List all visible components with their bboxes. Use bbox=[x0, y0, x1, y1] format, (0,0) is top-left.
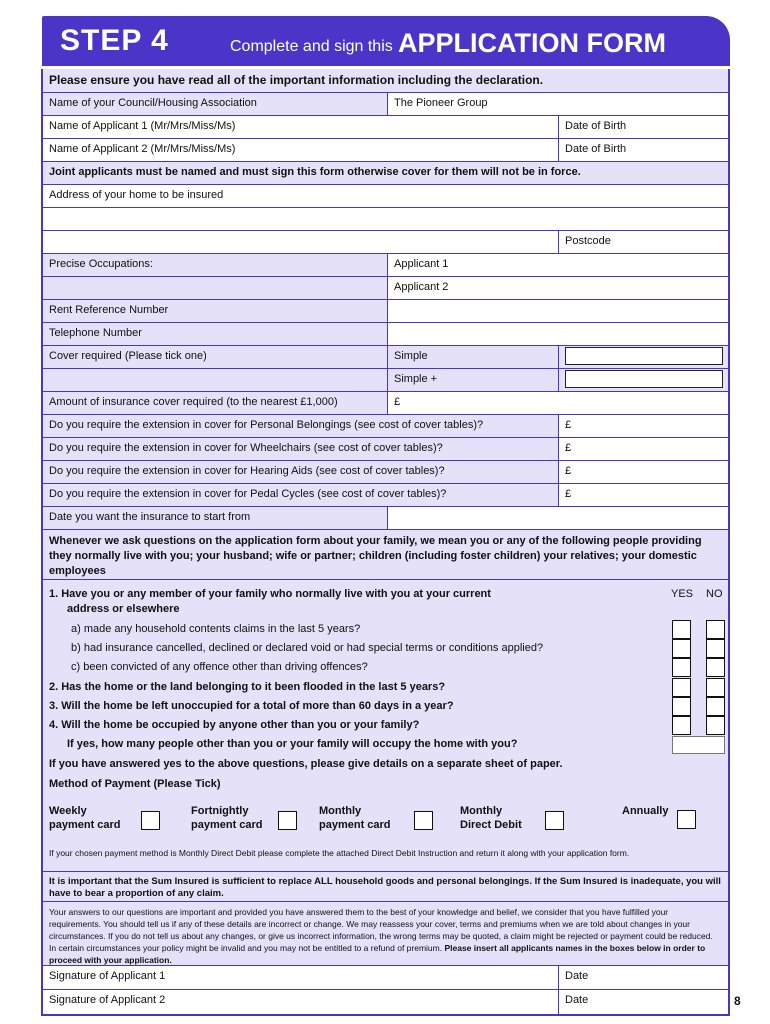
pay-annually-label: Annually bbox=[622, 805, 669, 817]
q1b-yes-checkbox[interactable] bbox=[672, 639, 691, 658]
q1a: a) made any household contents claims in the last 5 years? bbox=[71, 623, 361, 635]
pay-weekly-label: Weekly payment card bbox=[49, 805, 121, 831]
pay-annually-checkbox[interactable] bbox=[677, 810, 696, 829]
council-label: Name of your Council/Housing Association bbox=[43, 93, 387, 115]
q4-followup: If yes, how many people other than you or your family will occupy the home with you? bbox=[67, 738, 518, 750]
start-date-label: Date you want the insurance to start from bbox=[43, 507, 387, 529]
step-banner bbox=[42, 16, 730, 66]
ext-personal-label: Do you require the extension in cover for Personal Belongings (see cost of cover tables)? bbox=[43, 415, 558, 437]
q1b: b) had insurance cancelled, declined or declared void or had special terms or conditions applied? bbox=[71, 642, 544, 654]
telephone-field[interactable] bbox=[387, 323, 728, 345]
applicant2-dob-field[interactable]: Date of Birth bbox=[558, 139, 728, 161]
address-field-1[interactable]: Address of your home to be insured bbox=[43, 185, 728, 207]
pay-fortnightly-label: Fortnightly payment card bbox=[191, 805, 263, 831]
cover-simple-checkbox[interactable] bbox=[565, 347, 723, 365]
q1c-yes-checkbox[interactable] bbox=[672, 658, 691, 677]
telephone-label: Telephone Number bbox=[43, 323, 387, 345]
form-intro: Please ensure you have read all of the important information including the declaration. bbox=[43, 69, 728, 92]
declaration bbox=[43, 901, 728, 965]
joint-note: Joint applicants must be named and must sign this form otherwise cover for them will not be in force. bbox=[43, 162, 728, 184]
q4-no-checkbox[interactable] bbox=[706, 716, 725, 735]
q1a-no-checkbox[interactable] bbox=[706, 620, 725, 639]
pay-dd-label: Monthly Direct Debit bbox=[460, 805, 522, 831]
q1: 1. Have you or any member of your family who normally live with you at your current bbox=[49, 588, 491, 600]
amount-field[interactable]: £ bbox=[387, 392, 728, 414]
q1c: c) been convicted of any offence other than driving offences? bbox=[71, 661, 368, 673]
postcode-field[interactable]: Postcode bbox=[558, 231, 728, 253]
q2-yes-checkbox[interactable] bbox=[672, 678, 691, 697]
payment-heading: Method of Payment (Please Tick) bbox=[49, 778, 221, 790]
signature-applicant1-field[interactable]: Signature of Applicant 1 bbox=[43, 966, 558, 989]
pay-weekly-checkbox[interactable] bbox=[141, 811, 160, 830]
declaration-text: Your answers to our questions are important and provided you have answered them to the best of your knowledge and belief, we consider that you have fulfilled your requirements. You should tell us if any of these details are incorrect or change. We may reassess your cover, terms and premiums when we are told about changes in your circumstances. If you do not tell us about any changes, or give us incorrect information, the wrong terms may be quoted, a claim might be rejected or payment could be reduced. In certain circumstances your policy might be invalid and you may not be entitled to a refund of premium. bbox=[49, 907, 713, 953]
rent-ref-field[interactable] bbox=[387, 300, 728, 322]
occupations-spacer bbox=[43, 277, 387, 299]
signature-applicant1-date-field[interactable]: Date bbox=[558, 966, 728, 989]
q1-cont: address or elsewhere bbox=[67, 603, 180, 615]
occupants-count-field[interactable] bbox=[672, 736, 725, 754]
ext-hearing-label: Do you require the extension in cover for Hearing Aids (see cost of cover tables)? bbox=[43, 461, 558, 483]
ext-wheelchairs-field[interactable]: £ bbox=[558, 438, 728, 460]
start-date-field[interactable] bbox=[387, 507, 728, 529]
banner-title: APPLICATION FORM bbox=[398, 28, 666, 58]
banner-subtitle: Complete and sign this bbox=[230, 38, 393, 55]
ext-pedal-field[interactable]: £ bbox=[558, 484, 728, 506]
pay-monthly-checkbox[interactable] bbox=[414, 811, 433, 830]
occupation-applicant2-field[interactable]: Applicant 2 bbox=[387, 277, 728, 299]
q4-yes-checkbox[interactable] bbox=[672, 716, 691, 735]
dd-note: If your chosen payment method is Monthly Direct Debit please complete the attached Direct Debit Instruction and return it along with your application form. bbox=[49, 848, 630, 858]
address-field-2[interactable] bbox=[43, 208, 728, 230]
signature-applicant2-date-field[interactable]: Date bbox=[558, 990, 728, 1014]
occupation-applicant1-field[interactable]: Applicant 1 bbox=[387, 254, 728, 276]
cover-simple-label: Simple bbox=[387, 346, 558, 368]
q2: 2. Has the home or the land belonging to it been flooded in the last 5 years? bbox=[49, 681, 446, 693]
q3-yes-checkbox[interactable] bbox=[672, 697, 691, 716]
q2-no-checkbox[interactable] bbox=[706, 678, 725, 697]
pay-fortnightly-checkbox[interactable] bbox=[278, 811, 297, 830]
ext-pedal-label: Do you require the extension in cover for Pedal Cycles (see cost of cover tables)? bbox=[43, 484, 558, 506]
family-intro: Whenever we ask questions on the application form about your family, we mean you or any of the following people providing they normally live with you; your husband; wife or partner; children (including foster children) your relatives; your domestic employees bbox=[43, 529, 728, 579]
address-field-3[interactable] bbox=[43, 231, 558, 253]
q4: 4. Will the home be occupied by anyone other than you or your family? bbox=[49, 719, 420, 731]
cover-simple-plus-cell bbox=[558, 369, 728, 391]
amount-label: Amount of insurance cover required (to the nearest £1,000) bbox=[43, 392, 387, 414]
cover-simple-plus-checkbox[interactable] bbox=[565, 370, 723, 388]
step-number: STEP 4 bbox=[60, 24, 169, 57]
cover-simple-cell bbox=[558, 346, 728, 368]
application-form bbox=[41, 69, 730, 1016]
declaration-instruction: Please insert all applicants names in the boxes below in order to proceed with your application. bbox=[49, 943, 706, 965]
q1c-no-checkbox[interactable] bbox=[706, 658, 725, 677]
q1b-no-checkbox[interactable] bbox=[706, 639, 725, 658]
page-number: 8 bbox=[734, 994, 741, 1008]
applicant1-name-field[interactable]: Name of Applicant 1 (Mr/Mrs/Miss/Ms) bbox=[43, 116, 558, 138]
ext-wheelchairs-label: Do you require the extension in cover for Wheelchairs (see cost of cover tables)? bbox=[43, 438, 558, 460]
pay-dd-checkbox[interactable] bbox=[545, 811, 564, 830]
sum-insured-note: It is important that the Sum Insured is sufficient to replace ALL household goods and personal belongings. If the Sum Insured is inadequate, you will have to bear a proportion of any claim. bbox=[43, 871, 728, 901]
details-note: If you have answered yes to the above questions, please give details on a separate sheet of paper. bbox=[49, 758, 563, 770]
questions-section bbox=[43, 579, 728, 871]
ext-hearing-field[interactable]: £ bbox=[558, 461, 728, 483]
rent-ref-label: Rent Reference Number bbox=[43, 300, 387, 322]
q1a-yes-checkbox[interactable] bbox=[672, 620, 691, 639]
yes-header: YES bbox=[671, 588, 694, 600]
cover-spacer bbox=[43, 369, 387, 391]
cover-label: Cover required (Please tick one) bbox=[43, 346, 387, 368]
q3: 3. Will the home be left unoccupied for a total of more than 60 days in a year? bbox=[49, 700, 454, 712]
council-field[interactable]: The Pioneer Group bbox=[387, 93, 728, 115]
pay-monthly-label: Monthly payment card bbox=[319, 805, 391, 831]
applicant1-dob-field[interactable]: Date of Birth bbox=[558, 116, 728, 138]
occupations-label: Precise Occupations: bbox=[43, 254, 387, 276]
q3-no-checkbox[interactable] bbox=[706, 697, 725, 716]
cover-simple-plus-label: Simple + bbox=[387, 369, 558, 391]
signature-applicant2-field[interactable]: Signature of Applicant 2 bbox=[43, 990, 558, 1014]
no-header: NO bbox=[706, 588, 723, 600]
ext-personal-field[interactable]: £ bbox=[558, 415, 728, 437]
applicant2-name-field[interactable]: Name of Applicant 2 (Mr/Mrs/Miss/Ms) bbox=[43, 139, 558, 161]
